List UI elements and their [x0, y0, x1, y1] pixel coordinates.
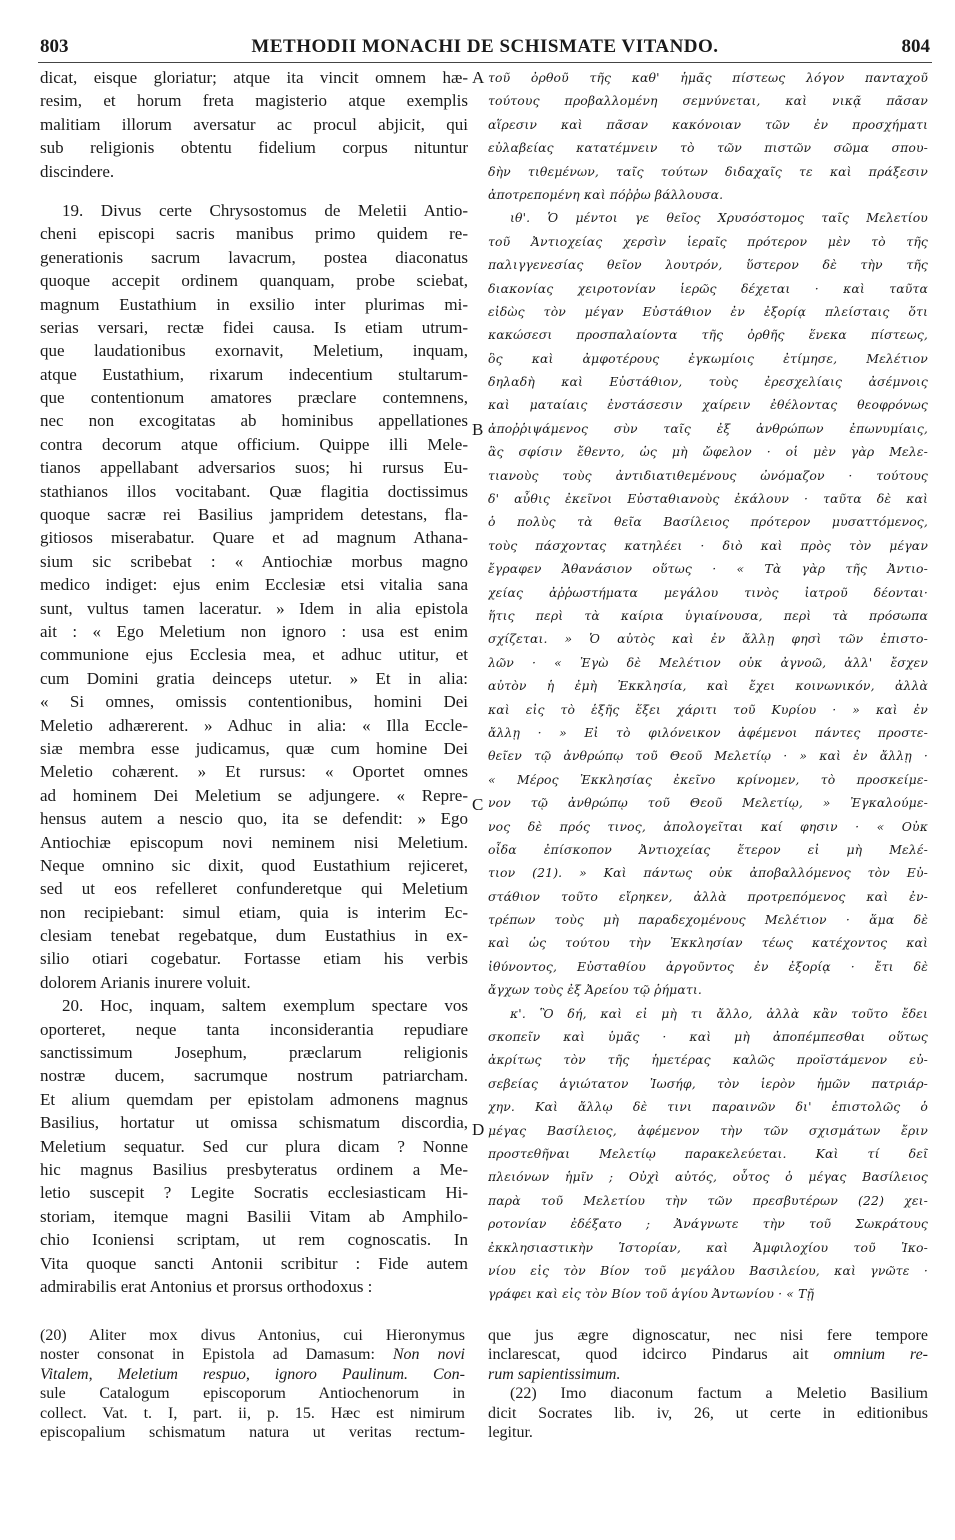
- text-line: siæ membra esse judicamus, quæ cum homine Dei: [40, 738, 468, 758]
- text-line: quoque sacræ rei Basilius jampridem detestans, fla-: [40, 505, 468, 525]
- text-line: hic magnus Basilius presbyteratus ordinem a Me-: [40, 1159, 468, 1179]
- text-line: δ' αὖθις ἐκεῖνοι Εὐσταθιανοὺς ἐκάλουν · ταῦτα δὲ καὶ: [488, 491, 928, 507]
- footnote-left: [40, 1326, 465, 1442]
- text-line: κακώσεσι προσπαλαίοντα τῆς ὀρθῆς ἕνεκα πίστεως,: [488, 327, 928, 343]
- text-line: χείας ἀῤῥωστήματα μεγάλου τινὸς ἰατροῦ δέονται·: [488, 584, 928, 600]
- header-rule: [38, 62, 932, 63]
- text-line: τιον (21). » Καὶ πάντως οὐκ ἀποβαλλόμενος τὸν Εὐ-: [488, 865, 928, 881]
- text-line: διακονίας χειροτονίαν ἱερῶς δέχεται · καὶ ταῦτα: [488, 280, 928, 296]
- footnote-italic: Non novi: [392, 1346, 465, 1364]
- footnote-line: (20) Aliter mox divus Antonius, cui Hieronymus: [40, 1327, 465, 1344]
- text-line: Meletio cohærent. » Et rursus: « Oportet omnes: [40, 762, 468, 782]
- text-line: oporteret, neque tanta inconsiderantia repudiare: [40, 1019, 468, 1039]
- footnote-line: sule Catalogum episcoporum Antiochenorum in: [40, 1385, 465, 1403]
- text-line: ὃς καὶ ἀμφοτέρους ἐγκωμίοις ἐτίμησε, Μελέτιον: [488, 350, 928, 366]
- text-line: silio otiari cogebatur. Fortasse etiam his verbis: [40, 949, 468, 969]
- text-line: γράφει καὶ εἰς τὸν Βίον τοῦ ἁγίου Ἀντωνίου · « Τῇ: [488, 1286, 815, 1302]
- footnote-line: legitur.: [488, 1423, 533, 1441]
- text-line: nec non excogitatas ab hominibus appellationes: [40, 411, 468, 431]
- text-line: ἄλλῃ · » Εἰ τὸ φιλόνεικον ἀφέμενοι πάντες προστε-: [488, 724, 928, 740]
- text-line: σεβείας ἁγιώτατον Ἰωσήφ, τὸν ἱερὸν ἡμῶν πατριάρ-: [488, 1075, 928, 1091]
- text-line: αὐτὸν ἡ ἐμὴ Ἐκκλησία, καὶ ἔχει κοινωνικόν, ἀλλὰ: [488, 678, 928, 694]
- text-line: ἃς σφίσιν ἔθεντο, ὡς μὴ ὤφελον · οἱ μὲν γὰρ Μελε-: [488, 444, 928, 460]
- text-line: ἀποῤῥιψάμενος σὺν ταῖς ἐξ ἀνθρώπων ἐπωνυμίαις,: [488, 420, 928, 436]
- footnote-line: que jus ægre dignoscatur, nec nisi fere tempore: [488, 1327, 928, 1344]
- text-line: ἥτις περὶ τὰ καίρια ὑγιαίνουσα, περὶ τὰ πρόσωπα: [488, 607, 928, 623]
- text-line: Vita quoque sancti Antonii scribitur : Fide autem: [40, 1253, 468, 1273]
- text-line: gitiosos miserabatur. Quare et ad magnum Athana-: [40, 528, 468, 548]
- text-line: καὶ εἰς τὸ ἑξῆς ἕξει χάριτι τοῦ Κυρίου · » καὶ ἐν: [488, 701, 928, 717]
- margin-letter-d: D: [472, 1120, 485, 1139]
- text-line: τοὺς πάσχοντας κατηλέει · διὸ καὶ πρὸς τὸν μέγαν: [488, 537, 928, 553]
- footnote-line: rum sapientissimum.: [488, 1365, 621, 1383]
- text-line: letio suscepit ? Legite Socratis ecclesiasticam Hi-: [40, 1183, 468, 1203]
- text-line: ἰθύνοντος, Εὐσταθίου ἀργοῦντος ἐν ἐξορίᾳ · ἔτι δὲ: [488, 958, 928, 974]
- text-line: δὴν τιθεμένων, ταῖς τούτων διδαχαῖς τε καὶ πράξεσιν: [488, 163, 928, 179]
- footnote-italic: omnium re-: [833, 1346, 928, 1364]
- latin-column: [40, 66, 468, 1298]
- text-line: ἔγραφεν Ἀθανάσιον οὕτως · « Τὰ γὰρ τῆς Ἀντιο-: [488, 561, 928, 577]
- text-line: εὐλαβείας κατατέμνειν τὸ τῶν πιστῶν σῶμα σπου-: [488, 140, 928, 156]
- text-line: sed ut eos refelleret confunderetque qui Meletium: [40, 879, 468, 899]
- text-line: communione ejus Ecclesia mea, et adhuc utitur, et: [40, 645, 468, 665]
- text-line: 19. Divus certe Chrysostomus de Meletii Antio-: [62, 200, 468, 220]
- text-line: Antiochiæ episcopum novi neminem nisi Meletium.: [40, 832, 468, 852]
- text-line: σχίζεται. » Ὁ αὐτὸς καὶ ἐν ἄλλῃ φησὶ τῶν ἐπιστο-: [488, 631, 928, 647]
- footnote-line: episcopalium schismatum natura ut veritas rectum-: [40, 1423, 465, 1441]
- text-line: storiam, itemque magni Basilii Vitam ab Amphilo-: [40, 1206, 468, 1226]
- text-line: atque Eustathium, rixarum indecentium stultarum-: [40, 364, 468, 384]
- text-line: ροτονίαν ἐδέξατο ; Ἀνάγνωτε τὴν τοῦ Σωκράτους: [488, 1216, 928, 1232]
- text-line: sium sic scribebat : « Antiochiæ morbus magno: [40, 551, 468, 571]
- margin-letter-b: B: [472, 420, 484, 439]
- text-line: 20. Hoc, inquam, saltem exemplum spectare vos: [62, 996, 468, 1016]
- text-line: μέγας Βασίλειος, ἀφέμενον τὴν τῶν σχισμάτων ἔριν: [488, 1122, 928, 1138]
- footnote-line: inclarescat, quod idcirco Pindarus ait omnium re-: [488, 1346, 928, 1364]
- page-number-left: 803: [40, 36, 69, 57]
- text-line: malitiam illorum aversatur ac procul abjicit, qui: [40, 114, 468, 134]
- text-line: χην. Καὶ ἄλλῳ δὲ τινι παραινῶν δι' ἐπιστολῶς ὁ: [488, 1099, 928, 1115]
- text-line: contra decorum atque officium. Quippe illi Mele-: [40, 434, 468, 454]
- text-line: stathianos illos vocitabant. Quæ flagitia doctissimus: [40, 481, 468, 501]
- text-line: cheni episcopi sacris manibus primo quidem re-: [40, 224, 468, 244]
- text-line: λῶν · « Ἐγὼ δὲ Μελέτιον οὐκ ἀγνοῶ, ἀλλ' ἔσχεν: [488, 654, 928, 670]
- text-line: ὁ πολὺς τὰ θεῖα Βασίλειος πρότερον μυσαττόμενος,: [488, 514, 928, 530]
- text-line: discindere.: [40, 161, 115, 181]
- text-line: Et alium quemdam per epistolam admonens magnus: [40, 1089, 468, 1109]
- text-line: resim, et horum freta magisterio atque exemplis: [40, 91, 468, 111]
- footnote-line: dicit Socrates lib. iv, 26, ut certe in editionibus: [488, 1404, 928, 1422]
- text-line: admirabilis erat Antonius et prorsus orthodoxus :: [40, 1276, 373, 1296]
- text-line: ad hominem Dei Meletium se adjungere. « Repre-: [40, 785, 468, 805]
- text-line: ἄγχων τοὺς ἐξ Ἀρείου τῷ ῥήματι.: [488, 982, 702, 998]
- text-line: dolorem Arianis inurere voluit.: [40, 972, 251, 992]
- text-line: σκοπεῖν καὶ ὑμᾶς · καὶ μὴ ἀποπέμπεσθαι οὕτως: [488, 1029, 928, 1045]
- text-line: τούτους προβαλλομένη σεμνύνεται, καὶ νικᾷ πᾶσαν: [488, 93, 928, 109]
- text-line: ait : « Ego Meletium non ignoro : usa est enim: [40, 621, 468, 641]
- text-line: ἀκρίτως τὸν τῆς ἡμετέρας καλῶς προϊστάμενον εὐ-: [488, 1052, 928, 1068]
- text-line: serias versari, rectæ fidei causa. Is etiam utrum-: [40, 317, 468, 337]
- text-line: clesiam tenebat regebatque, dum Eustathius in ex-: [40, 926, 468, 946]
- page-number-right: 804: [901, 36, 930, 57]
- text-line: νον τῷ ἀνθρώπῳ τοῦ Θεοῦ Μελετίῳ, » Ἐγκαλούμε-: [488, 795, 928, 811]
- text-line: Basilius, hortatur ut omissa schismatum discordia,: [40, 1113, 468, 1133]
- text-line: καὶ ὡς τούτου τὴν Ἐκκλησίαν τέως κατέχοντος καὶ: [488, 935, 928, 951]
- text-line: ιθ'. Ὁ μέντοι γε θεῖος Χρυσόστομος ταῖς Μελετίου: [510, 210, 928, 226]
- text-line: cum Domini gratia deinceps utetur. » Et in alia:: [40, 668, 468, 688]
- text-line: Meletio adhærerent. » Adhuc in alia: « Illa Eccle-: [40, 715, 468, 735]
- text-line: πλειόνων ἡμῖν ; Οὐχὶ αὐτός, οὗτος ὁ μέγας Βασίλειος: [488, 1169, 928, 1185]
- text-line: αἵρεσιν καὶ πᾶσαν κακόνοιαν τῶν ἐν προσχήματι: [488, 116, 928, 132]
- footnote-line: noster consonat in Epistola ad Damasum: Non novi: [40, 1346, 465, 1364]
- text-line: εἰδὼς τὸν μέγαν Εὐστάθιον ἐν ἐξορίᾳ πλείσταις ὅτι: [488, 303, 928, 319]
- text-line: medico indiget: ejus enim Ecclesiæ etsi vitalia sana: [40, 575, 468, 595]
- text-line: chio Iconiensi scriptam, ut rem cognoscatis. In: [40, 1230, 468, 1250]
- footnote-line: collect. Vat. t. I, part. ii, p. 15. Hæc est nimirum: [40, 1404, 465, 1422]
- text-line: que laudationibus exornavit, Meletium, inquam,: [40, 341, 468, 361]
- text-line: θεῖεν τῷ ἀνθρώπῳ τοῦ Θεοῦ Μελετίῳ · » καὶ ἐν ἄλλῃ ·: [488, 748, 928, 764]
- footnote-right: [488, 1326, 928, 1442]
- text-line: κ'. Ὃ δή, καὶ εἰ μὴ τι ἄλλο, ἀλλὰ κἂν τοῦτο ἔδει: [510, 1005, 928, 1021]
- margin-letter-a: A: [472, 68, 485, 87]
- text-line: προστεθῆναι Μελετίῳ παρακελεύεται. Καὶ τί δεῖ: [488, 1145, 928, 1161]
- text-line: τοῦ Ἀντιοχείας χερσὶν ἱεραῖς πρότερον μὲν τὸ τῆς: [488, 233, 928, 249]
- text-line: hensus autem a nescio quo, ita se defendit: » Ego: [40, 809, 468, 829]
- text-line: Meletium sequatur. Sed cur plura dicam ? Nonne: [40, 1136, 468, 1156]
- running-header: [40, 36, 930, 60]
- text-line: nostræ ducem, sacrumque nostrum patriarcham.: [40, 1066, 468, 1086]
- footnote-line: Vitalem, Meletium respuo, ignoro Paulinum. Con-: [40, 1365, 465, 1383]
- text-line: στάθιον τοῦτο εἴρηκεν, ἀλλὰ προτρεπόμενος καὶ ἐν-: [488, 888, 928, 904]
- text-line: generationis sacrum lavacrum, postea diaconatus: [40, 247, 468, 267]
- text-line: quoque accepit ordinem quanquam, probe sciebat,: [40, 271, 468, 291]
- text-line: non recipiebant: simul etiam, quia is interim Ec-: [40, 902, 468, 922]
- text-line: παλιγγενεσίας θεῖον λουτρόν, ὕστερον δὲ τὴν τῆς: [488, 257, 928, 273]
- margin-letter-c: C: [472, 795, 484, 814]
- text-line: τιανοὺς τοὺς ἀντιδιατιθεμένους ὠνόμαζον · τούτους: [488, 467, 928, 483]
- text-line: οἶδα ἐπίσκοπον Ἀντιοχείας ἕτερον εἰ μὴ Μελέ-: [488, 841, 928, 857]
- text-line: tianos appellabant adversarios suos; hi rursus Eu-: [40, 458, 468, 478]
- text-line: τοῦ ὀρθοῦ τῆς καθ' ἡμᾶς πίστεως λόγον πανταχοῦ: [488, 70, 928, 85]
- text-line: παρὰ τοῦ Μελετίου τὴν τῶν πρεσβυτέρων (22) χει-: [488, 1192, 928, 1208]
- text-line: ἐκκλησιαστικὴν Ἱστορίαν, καὶ Ἀμφιλοχίου τοῦ Ἰκο-: [488, 1239, 928, 1255]
- footnote-line: (22) Imo diaconum factum a Meletio Basilium: [510, 1385, 928, 1403]
- text-line: dicat, eisque gloriatur; atque ita vincit omnem hæ-: [40, 68, 468, 87]
- paragraph-gap: [40, 183, 468, 199]
- text-line: ἀποτρεπομένη καὶ πόῤῥω βάλλουσα.: [488, 186, 724, 202]
- text-line: sunt, vultus tamen laceratur. » Idem in alia epistola: [40, 598, 468, 618]
- text-line: καὶ ματαίαις ἐνστάσεσιν χαίρειν ἐθέλοντας θεοφρόνως: [488, 397, 928, 413]
- text-line: νίου εἰς τὸν Βίον τοῦ μεγάλου Βασιλείου, καὶ γνῶτε ·: [488, 1262, 928, 1278]
- text-line: τρέπων τοὺς μὴ παραδεχομένους Μελέτιον · ἅμα δὲ: [488, 912, 928, 928]
- text-line: δηλαδὴ καὶ Εὐστάθιον, τοὺς ἐρεσχελίαις ἀσέμνοις: [488, 374, 928, 390]
- text-line: magnum Eustathium in exsilio inter plurimas mi-: [40, 294, 468, 314]
- text-line: « Si omnes, omissis contentionibus, homini Dei: [40, 692, 468, 712]
- greek-column: [488, 66, 928, 1306]
- text-line: sanctissimum Josephum, præclarum religionis: [40, 1043, 468, 1063]
- text-line: νος δὲ πρός τινος, ἀπολογεῖται καί φησιν · « Οὐκ: [488, 818, 928, 834]
- text-line: Neque omnino sic dixit, quod Eustathium rejiceret,: [40, 855, 468, 875]
- text-line: « Μέρος Ἐκκλησίας ἐκεῖνο κρίνομεν, τὸ προσκείμε-: [488, 771, 928, 787]
- text-line: sub religionis obtentu fidelium corpus nituntur: [40, 138, 468, 158]
- running-title: METHODII MONACHI DE SCHISMATE VITANDO.: [251, 36, 719, 57]
- text-line: que contentionum amatores præclare contemnens,: [40, 388, 468, 408]
